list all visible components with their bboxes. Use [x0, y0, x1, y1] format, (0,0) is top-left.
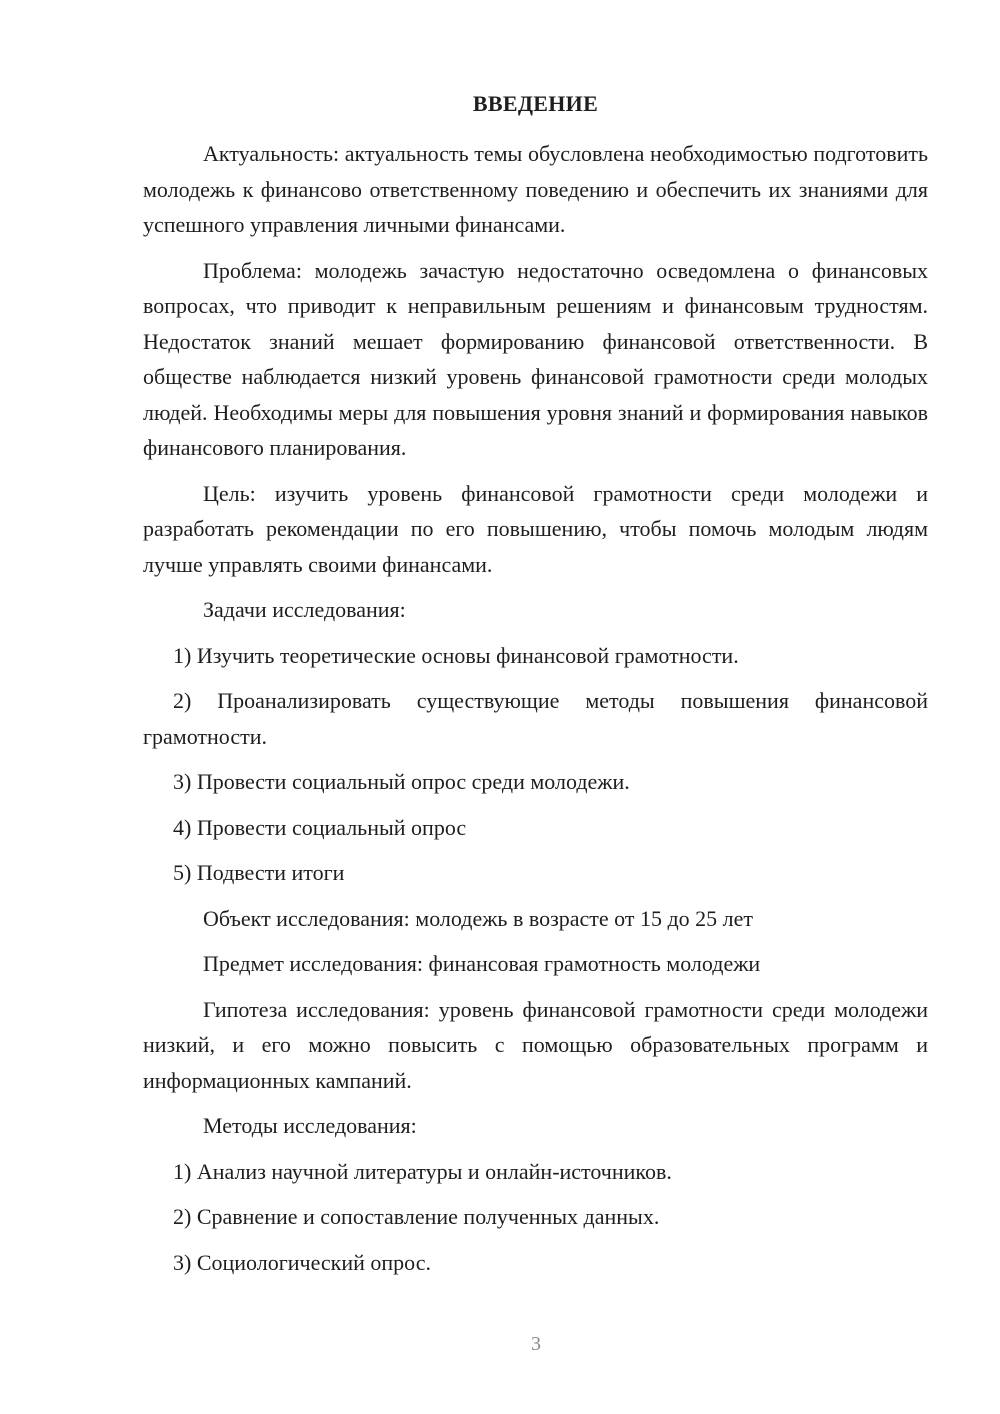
relevance-paragraph: Актуальность: актуальность темы обусловлена необходимостью подготовить молодежь к финансово ответственному поведению и обеспечить их знаниями для успешного управления личными финансами. [143, 141, 928, 237]
task-item: 4) Провести социальный опрос [173, 814, 467, 840]
research-hypothesis: Гипотеза исследования: уровень финансовой грамотности среди молодежи низкий, и его можно повысить с помощью образовательных программ и информационных кампаний. [143, 996, 928, 1093]
task-item: 1) Изучить теоретические основы финансовой грамотности. [173, 642, 739, 668]
section-title: ВВЕДЕНИЕ [472, 91, 599, 116]
methods-heading: Методы исследования: [203, 1113, 417, 1138]
method-item: 1) Анализ научной литературы и онлайн-источников. [173, 1158, 672, 1184]
task-item: 2) Проанализировать существующие методы повышения финансовой грамотности. [143, 688, 928, 749]
method-item: 2) Сравнение и сопоставление полученных данных. [173, 1204, 660, 1229]
tasks-heading: Задачи исследования: [203, 597, 406, 622]
research-object: Объект исследования: молодежь в возрасте от 15 до 25 лет [203, 905, 754, 931]
goal-paragraph: Цель: изучить уровень финансовой грамотности среди молодежи и разработать рекомендации по его повышению, чтобы помочь молодым людям лучше управлять своими финансами. [143, 480, 928, 577]
problem-paragraph: Проблема: молодежь зачастую недостаточно осведомлена о финансовых вопросах, что приводит к неправильным решениям и финансовым трудностям. Недостаток знаний мешает формированию финансовой ответственности. В обществе наблюдается низкий уровень финансовой грамотности среди молодых людей. Необходимы меры для повышения уровня знаний и формирования навыков финансового планирования. [143, 257, 928, 460]
method-item: 3) Социологический опрос. [173, 1249, 431, 1275]
task-item: 5) Подвести итоги [173, 860, 345, 885]
task-item: 3) Провести социальный опрос среди молодежи. [173, 769, 630, 794]
research-subject: Предмет исследования: финансовая грамотность молодежи [203, 951, 761, 976]
document-page [143, 90, 928, 1290]
page-number: 3 [531, 1333, 541, 1355]
